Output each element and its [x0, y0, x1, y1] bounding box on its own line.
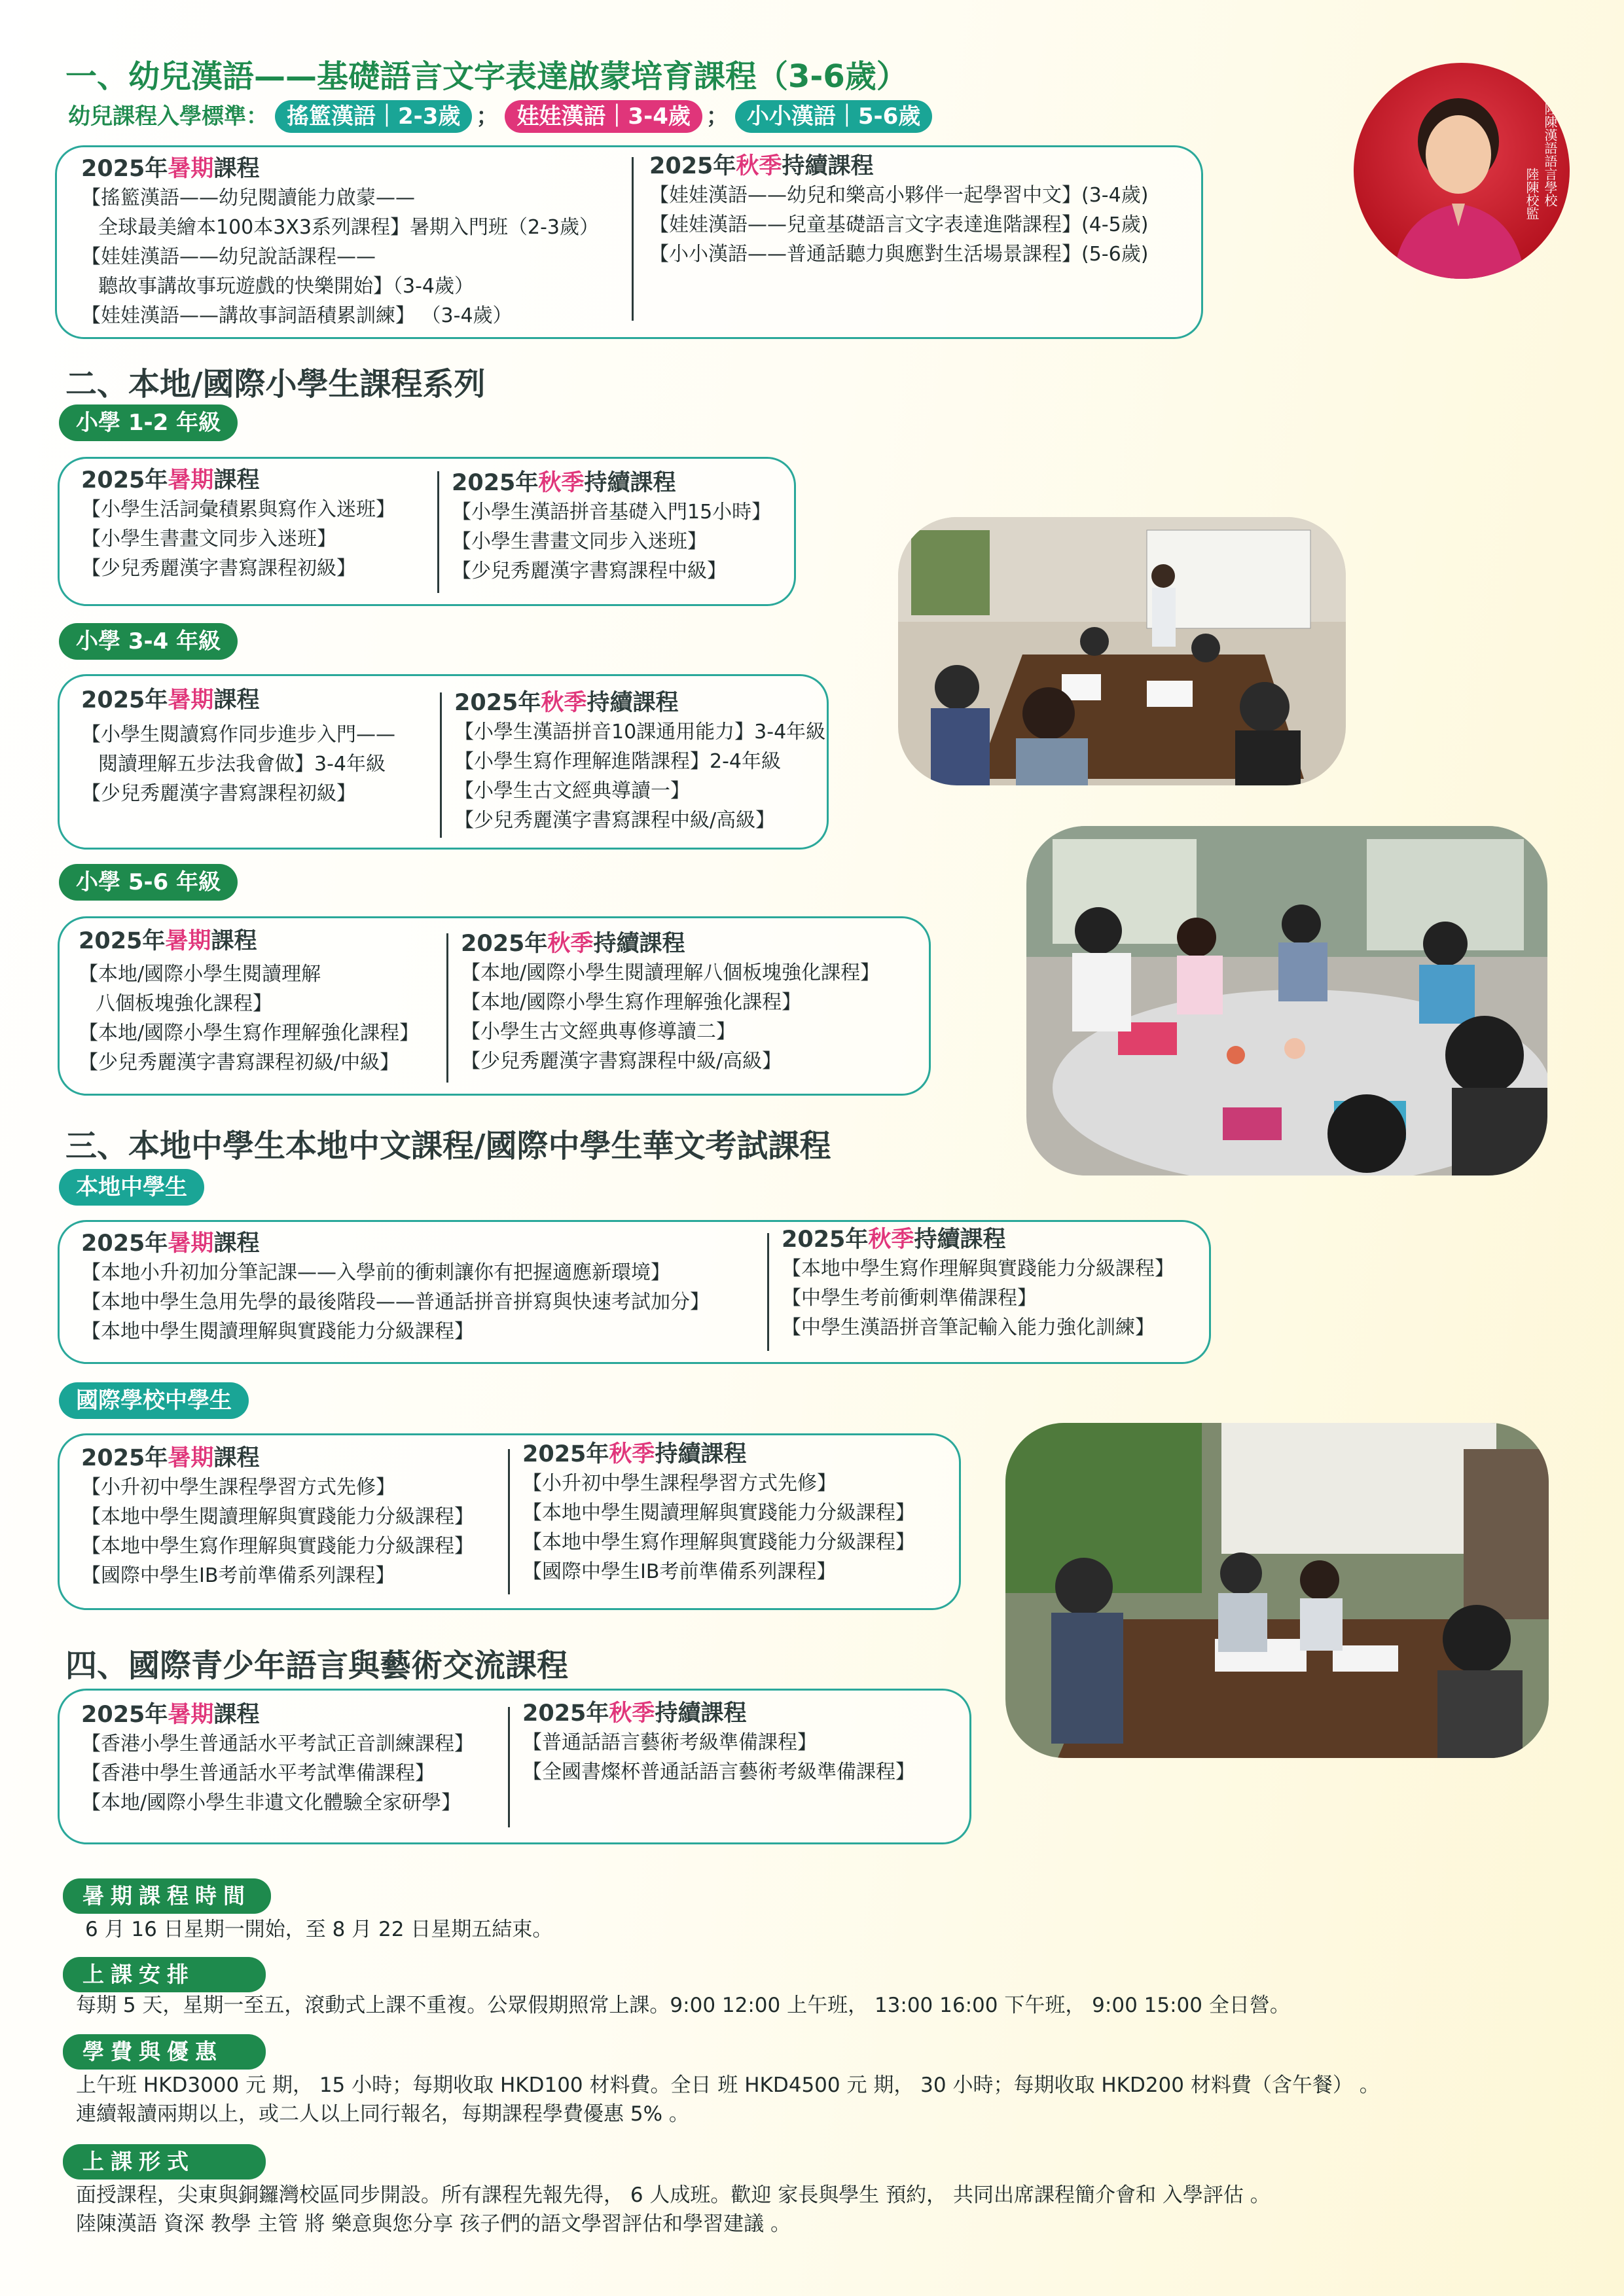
section-1-title: 一、幼兒漢語——基礎語言文字表達啟蒙培育課程（3-6歲） [65, 58, 908, 95]
course-item: 【中學生考前衝刺準備課程】 [782, 1287, 1037, 1310]
level-pill-cradle: 搖籃漢語｜2-3歲 [275, 100, 472, 133]
local-secondary-tag: 本地中學生 [59, 1169, 204, 1206]
course-item: 【國際中學生IB考前準備系列課程】 [522, 1560, 837, 1583]
portrait-caption-role: 陸陳校監 [1524, 168, 1540, 220]
column-divider [446, 933, 448, 1083]
grade-5-6-tag: 小學 5-6 年級 [59, 864, 238, 901]
column-divider [440, 692, 442, 838]
course-item: 【小學生漢語拼音基礎入門15小時】 [452, 501, 772, 524]
s1-summer-column [81, 154, 599, 331]
course-item: 【普通話語言藝術考級準備課程】 [522, 1731, 817, 1754]
format-tag: 上課形式 [63, 2144, 266, 2179]
summer-heading: 2025年暑期課程 [81, 156, 260, 182]
autumn-heading: 2025年秋季持續課程 [522, 1700, 747, 1727]
level-pill-little: 小小漢語｜5-6歲 [735, 100, 932, 133]
course-item: 【娃娃漢語——幼兒和樂高小夥伴一起學習中文】(3-4歲) [649, 184, 1149, 207]
intl-summer-column [81, 1444, 474, 1590]
classroom-photo-3 [1005, 1423, 1549, 1758]
course-item: 【香港小學生普通話水平考試正音訓練課程】 [81, 1732, 474, 1755]
autumn-heading: 2025年秋季持續課程 [454, 690, 679, 716]
g34-summer-column [81, 686, 395, 808]
summer-heading: 2025年暑期課程 [79, 928, 257, 954]
course-item: 【中學生漢語拼音筆記輸入能力強化訓練】 [782, 1316, 1155, 1339]
course-item: 【本地中學生急用先學的最後階段——普通話拼音拼寫與快速考試加分】 [81, 1291, 710, 1314]
course-item: 【小學生古文經典專修導讀二】 [461, 1020, 736, 1043]
summer-time-text: 6 月 16 日星期一開始，至 8 月 22 日星期五結束。 [85, 1918, 553, 1941]
fees-text-2: 連續報讀兩期以上，或二人以上同行報名，每期課程學費優惠 5% 。 [76, 2102, 689, 2126]
format-text-2: 陸陳漢語 資深 教學 主管 將 樂意與您分享 孩子們的語文學習評估和學習建議 。 [76, 2212, 791, 2236]
grade-1-2-tag: 小學 1-2 年級 [59, 404, 238, 441]
course-item: 【少兒秀麗漢字書寫課程中級/高級】 [454, 809, 776, 832]
course-item: 【小學生活詞彙積累與寫作入迷班】 [81, 498, 395, 521]
portrait-illustration [1354, 63, 1570, 279]
autumn-heading: 2025年秋季持續課程 [649, 153, 874, 179]
classroom-photo-2 [1026, 826, 1547, 1175]
course-item: 【本地中學生閱讀理解與實踐能力分級課程】 [522, 1501, 915, 1524]
course-item: 【本地中學生寫作理解與實踐能力分級課程】 [522, 1531, 915, 1554]
course-item: 【小學生書畫文同步入迷班】 [81, 528, 336, 550]
grade-3-4-tag: 小學 3-4 年級 [59, 623, 238, 660]
autumn-heading: 2025年秋季持續課程 [452, 470, 676, 496]
course-item: 【少兒秀麗漢字書寫課程中級/高級】 [461, 1050, 782, 1073]
course-item: 【全國書燦杯普通話語言藝術考級準備課程】 [522, 1761, 915, 1784]
section-4-title: 四、國際青少年語言與藝術交流課程 [65, 1647, 569, 1684]
g56-autumn-column [461, 929, 880, 1076]
column-divider [767, 1233, 769, 1351]
course-item: 【本地小升初加分筆記課——入學前的衝刺讓你有把握適應新環境】 [81, 1261, 670, 1284]
fees-tag: 學費與優惠 [63, 2034, 266, 2070]
level-pill-baby: 娃娃漢語｜3-4歲 [505, 100, 702, 133]
course-item: 【本地中學生寫作理解與實踐能力分級課程】 [782, 1257, 1174, 1280]
summer-heading: 2025年暑期課程 [81, 1445, 260, 1471]
schedule-text: 每期 5 天，星期一至五，滾動式上課不重複。公眾假期照常上課。9:00 12:00 上午班， 13:00 16:00 下午班， 9:00 15:00 全日營。 [76, 1994, 1290, 2017]
separator: ； [706, 103, 729, 130]
course-item: 全球最美繪本100本3X3系列課程】暑期入門班（2-3歲） [98, 216, 599, 239]
format-text-1: 面授課程，尖東與銅鑼灣校區同步開設。所有課程先報先得， 6 人成班。歡迎 家長與學生 預約， 共同出席課程簡介會和 入學評估 。 [76, 2183, 1271, 2207]
portrait-caption-school: 陸陳漢語語言學校 [1542, 102, 1558, 207]
column-divider [508, 1707, 510, 1827]
course-item: 【少兒秀麗漢字書寫課程初級】 [81, 782, 356, 805]
course-item: 聽故事講故事玩遊戲的快樂開始】（3-4歲） [98, 275, 474, 298]
course-item: 【小學生古文經典導讀一】 [454, 780, 690, 802]
course-item: 【小小漢語——普通話聽力與應對生活場景課程】(5-6歲) [649, 243, 1149, 266]
g12-summer-column [81, 466, 395, 583]
summer-heading: 2025年暑期課程 [81, 687, 260, 713]
course-item: 【少兒秀麗漢字書寫課程中級】 [452, 560, 727, 583]
course-item: 閱讀理解五步法我會做】3-4年級 [98, 753, 386, 776]
autumn-heading: 2025年秋季持續課程 [782, 1227, 1006, 1253]
course-item: 【小學生寫作理解進階課程】2-4年級 [454, 750, 781, 773]
section-2-title: 二、本地/國際小學生課程系列 [65, 366, 486, 403]
course-item: 【本地中學生閱讀理解與實踐能力分級課程】 [81, 1505, 474, 1528]
course-item: 【娃娃漢語——幼兒說話課程—— [81, 245, 376, 268]
section-3-title: 三、本地中學生本地中文課程/國際中學生華文考試課程 [65, 1128, 831, 1164]
principal-portrait [1354, 63, 1570, 279]
course-item: 【本地/國際小學生非遺文化體驗全家研學】 [81, 1791, 461, 1814]
classroom-photo-2-image [1026, 826, 1547, 1175]
course-item: 【本地中學生閱讀理解與實踐能力分級課程】 [81, 1320, 474, 1343]
summer-time-tag: 暑期課程時間 [63, 1878, 271, 1914]
local-summer-column [81, 1229, 710, 1346]
summer-heading: 2025年暑期課程 [81, 1702, 260, 1728]
fees-text-1: 上午班 HKD3000 元 期， 15 小時；每期收取 HKD100 材料費。全日 班 HKD4500 元 期， 30 小時；每期收取 HKD200 材料費（含午餐） 。 [76, 2073, 1380, 2097]
summer-heading: 2025年暑期課程 [81, 467, 260, 493]
summer-heading: 2025年暑期課程 [81, 1230, 260, 1257]
course-item: 【本地/國際小學生寫作理解強化課程】 [79, 1022, 420, 1045]
intl-autumn-column [522, 1440, 915, 1587]
course-item: 【搖籃漢語——幼兒閱讀能力啟蒙—— [81, 187, 415, 209]
entry-standard-label: 幼兒課程入學標準： [68, 103, 268, 130]
course-item: 【小學生書畫文同步入迷班】 [452, 530, 707, 553]
course-item: 【小學生閱讀寫作同步進步入門—— [81, 723, 395, 746]
course-item: 【本地中學生寫作理解與實踐能力分級課程】 [81, 1535, 474, 1558]
g12-autumn-column [452, 469, 771, 586]
classroom-photo-1-image [898, 517, 1346, 785]
course-item: 【本地/國際小學生閱讀理解 [79, 963, 321, 986]
course-item: 【少兒秀麗漢字書寫課程初級】 [81, 557, 356, 580]
course-item: 【小學生漢語拼音10課通用能力】3-4年級 [454, 721, 826, 744]
course-item: 【本地/國際小學生寫作理解強化課程】 [461, 991, 802, 1014]
column-divider [632, 157, 634, 321]
international-secondary-tag: 國際學校中學生 [59, 1382, 249, 1419]
course-item: 【小升初中學生課程學習方式先修】 [522, 1472, 837, 1495]
course-item: 【本地/國際小學生閱讀理解八個板塊強化課程】 [461, 961, 880, 984]
course-item: 【香港中學生普通話水平考試準備課程】 [81, 1762, 435, 1785]
autumn-heading: 2025年秋季持續課程 [461, 931, 685, 957]
course-item: 八個板塊強化課程】 [96, 992, 272, 1015]
classroom-photo-3-image [1005, 1423, 1549, 1758]
column-divider [437, 471, 439, 593]
course-item: 【娃娃漢語——兒童基礎語言文字表達進階課程】(4-5歲) [649, 213, 1149, 236]
classroom-photo-1 [898, 517, 1346, 785]
schedule-tag: 上課安排 [63, 1957, 266, 1992]
autumn-heading: 2025年秋季持續課程 [522, 1441, 747, 1467]
entry-standard [68, 98, 932, 133]
g34-autumn-column [454, 689, 825, 835]
course-item: 【小升初中學生課程學習方式先修】 [81, 1476, 395, 1499]
s4-summer-column [81, 1700, 474, 1818]
s1-autumn-column [649, 152, 1148, 269]
course-item: 【娃娃漢語——講故事詞語積累訓練】 （3-4歲） [81, 304, 513, 327]
course-item: 【國際中學生IB考前準備系列課程】 [81, 1564, 395, 1587]
g56-summer-column [79, 927, 419, 1077]
local-autumn-column [782, 1225, 1174, 1342]
column-divider [508, 1449, 510, 1594]
s4-autumn-column [522, 1699, 915, 1787]
separator: ； [476, 103, 499, 130]
course-item: 【少兒秀麗漢字書寫課程初級/中級】 [79, 1051, 400, 1074]
